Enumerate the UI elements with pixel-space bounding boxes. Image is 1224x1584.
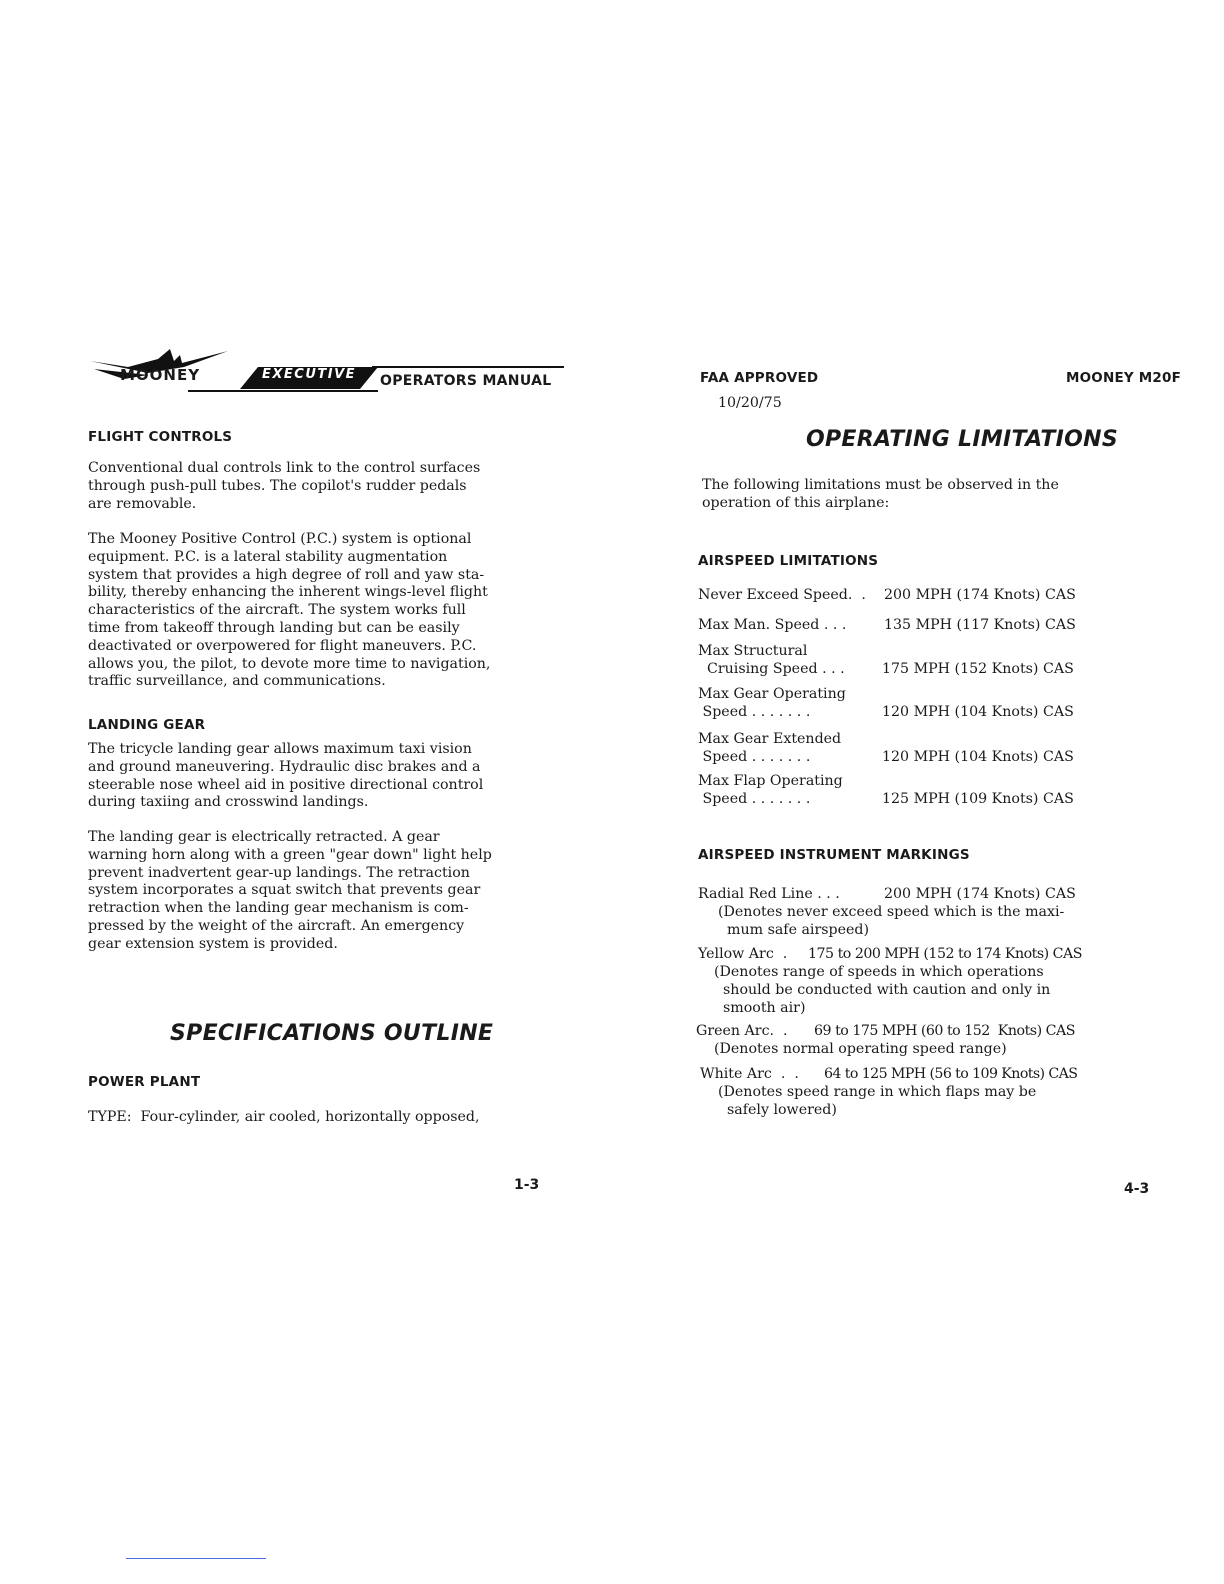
manual-title: OPERATORS MANUAL — [380, 373, 552, 389]
marking-label: Yellow Arc . — [698, 946, 788, 962]
text-line: prevent inadvertent gear-up landings. The retraction — [88, 864, 470, 881]
limit-label: Never Exceed Speed. . — [698, 587, 866, 603]
aircraft-model: MOONEY M20F — [1066, 370, 1182, 386]
marking-value: 175 to 200 MPH (152 to 174 Knots) CAS — [808, 946, 1082, 962]
series-name: EXECUTIVE — [262, 367, 357, 382]
marking-note: (Denotes range of speeds in which operations — [714, 964, 1044, 980]
marking-label: White Arc . . — [700, 1066, 799, 1082]
marking-value: 200 MPH (174 Knots) CAS — [884, 886, 1076, 902]
limit-label: Cruising Speed . . . — [698, 661, 845, 677]
text-line: and ground maneuvering. Hydraulic disc brakes and a — [88, 758, 481, 775]
limit-label: Speed . . . . . . . — [698, 791, 811, 807]
text-line: traffic surveillance, and communications. — [88, 673, 386, 690]
limit-value: 175 MPH (152 Knots) CAS — [882, 661, 1074, 677]
text-line: through push-pull tubes. The copilot's rudder pedals — [88, 477, 467, 494]
marking-note: should be conducted with caution and only in — [714, 982, 1051, 998]
text-line: equipment. P.C. is a lateral stability augmentation — [88, 548, 448, 565]
marking-value: 69 to 175 MPH (60 to 152 Knots) CAS — [814, 1023, 1075, 1039]
text-line: time from takeoff through landing but can be easily — [88, 619, 460, 636]
right-page — [612, 0, 1224, 1584]
limit-label: Speed . . . . . . . — [698, 704, 811, 720]
landing-gear-paragraph-1 — [88, 741, 558, 812]
text-line: bility, thereby enhancing the inherent wings-level flight — [88, 584, 488, 601]
limit-value: 200 MPH (174 Knots) CAS — [884, 587, 1076, 603]
text-line: gear extension system is provided. — [88, 935, 338, 952]
text-line: Conventional dual controls link to the control surfaces — [88, 460, 481, 476]
text-line: allows you, the pilot, to devote more time to navigation, — [88, 655, 491, 672]
header-rule — [372, 366, 564, 368]
text-line: system incorporates a squat switch that prevents gear — [88, 882, 481, 899]
limit-label: Max Flap Operating — [698, 773, 843, 789]
text-line: The Mooney Positive Control (P.C.) system is optional — [88, 531, 472, 547]
limit-label: Max Structural — [698, 643, 808, 659]
landing-gear-paragraph-2 — [88, 829, 558, 954]
marking-note: mum safe airspeed) — [718, 922, 870, 938]
marking-note: (Denotes never exceed speed which is the maxi- — [718, 904, 1065, 920]
page-number: 4-3 — [1124, 1181, 1150, 1197]
text-line: The tricycle landing gear allows maximum taxi vision — [88, 741, 472, 757]
instrument-markings-heading: AIRSPEED INSTRUMENT MARKINGS — [698, 847, 970, 863]
marking-note: (Denotes speed range in which flaps may be — [718, 1084, 1037, 1100]
marking-note: (Denotes normal operating speed range) — [714, 1041, 1007, 1057]
limit-label: Max Gear Operating — [698, 686, 846, 702]
text-line: pressed by the weight of the aircraft. An emergency — [88, 917, 465, 934]
limit-label: Max Gear Extended — [698, 731, 842, 747]
text-line: are removable. — [88, 495, 197, 512]
limit-value: 125 MPH (109 Knots) CAS — [882, 791, 1074, 807]
text-line: during taxiing and crosswind landings. — [88, 794, 369, 811]
text-line: The landing gear is electrically retracted. A gear — [88, 829, 440, 845]
text-line: characteristics of the aircraft. The system works full — [88, 602, 466, 619]
text-line: steerable nose wheel aid in positive directional control — [88, 776, 484, 793]
marking-note: smooth air) — [714, 1000, 806, 1016]
limit-label: Speed . . . . . . . — [698, 749, 811, 765]
marking-note: safely lowered) — [718, 1102, 837, 1118]
limit-value: 135 MPH (117 Knots) CAS — [884, 617, 1076, 633]
text-line: system that provides a high degree of roll and yaw sta- — [88, 566, 485, 583]
limit-label: Max Man. Speed . . . — [698, 617, 847, 633]
power-plant-heading: POWER PLANT — [88, 1074, 201, 1090]
marking-value: 64 to 125 MPH (56 to 109 Knots) CAS — [824, 1066, 1078, 1082]
power-plant-type: TYPE: Four-cylinder, air cooled, horizontally opposed, — [88, 1109, 480, 1125]
marking-label: Radial Red Line . . . — [698, 886, 840, 902]
flight-controls-heading: FLIGHT CONTROLS — [88, 429, 233, 445]
flight-controls-paragraph-2 — [88, 531, 558, 691]
text-line: operation of this airplane: — [702, 494, 890, 511]
brand-name: MOONEY — [120, 366, 201, 384]
text-line: warning horn along with a green "gear down" light help — [88, 846, 492, 863]
text-line: deactivated or overpowered for flight maneuvers. P.C. — [88, 637, 477, 654]
page-number: 1-3 — [514, 1177, 540, 1193]
specifications-heading: SPECIFICATIONS OUTLINE — [170, 1021, 494, 1046]
flight-controls-paragraph-1 — [88, 460, 558, 513]
approval-date: 10/20/75 — [718, 395, 782, 411]
marking-label: Green Arc. . — [696, 1023, 788, 1039]
limit-value: 120 MPH (104 Knots) CAS — [882, 749, 1074, 765]
faa-approved: FAA APPROVED — [700, 370, 819, 386]
intro-paragraph — [702, 477, 1142, 513]
airspeed-limitations-heading: AIRSPEED LIMITATIONS — [698, 553, 879, 569]
text-line: retraction when the landing gear mechanism is com- — [88, 900, 469, 917]
landing-gear-heading: LANDING GEAR — [88, 717, 206, 733]
operating-limitations-title: OPERATING LIMITATIONS — [806, 427, 1118, 452]
bottom-link-line — [126, 1558, 266, 1559]
text-line: The following limitations must be observed in the — [702, 477, 1059, 493]
limit-value: 120 MPH (104 Knots) CAS — [882, 704, 1074, 720]
